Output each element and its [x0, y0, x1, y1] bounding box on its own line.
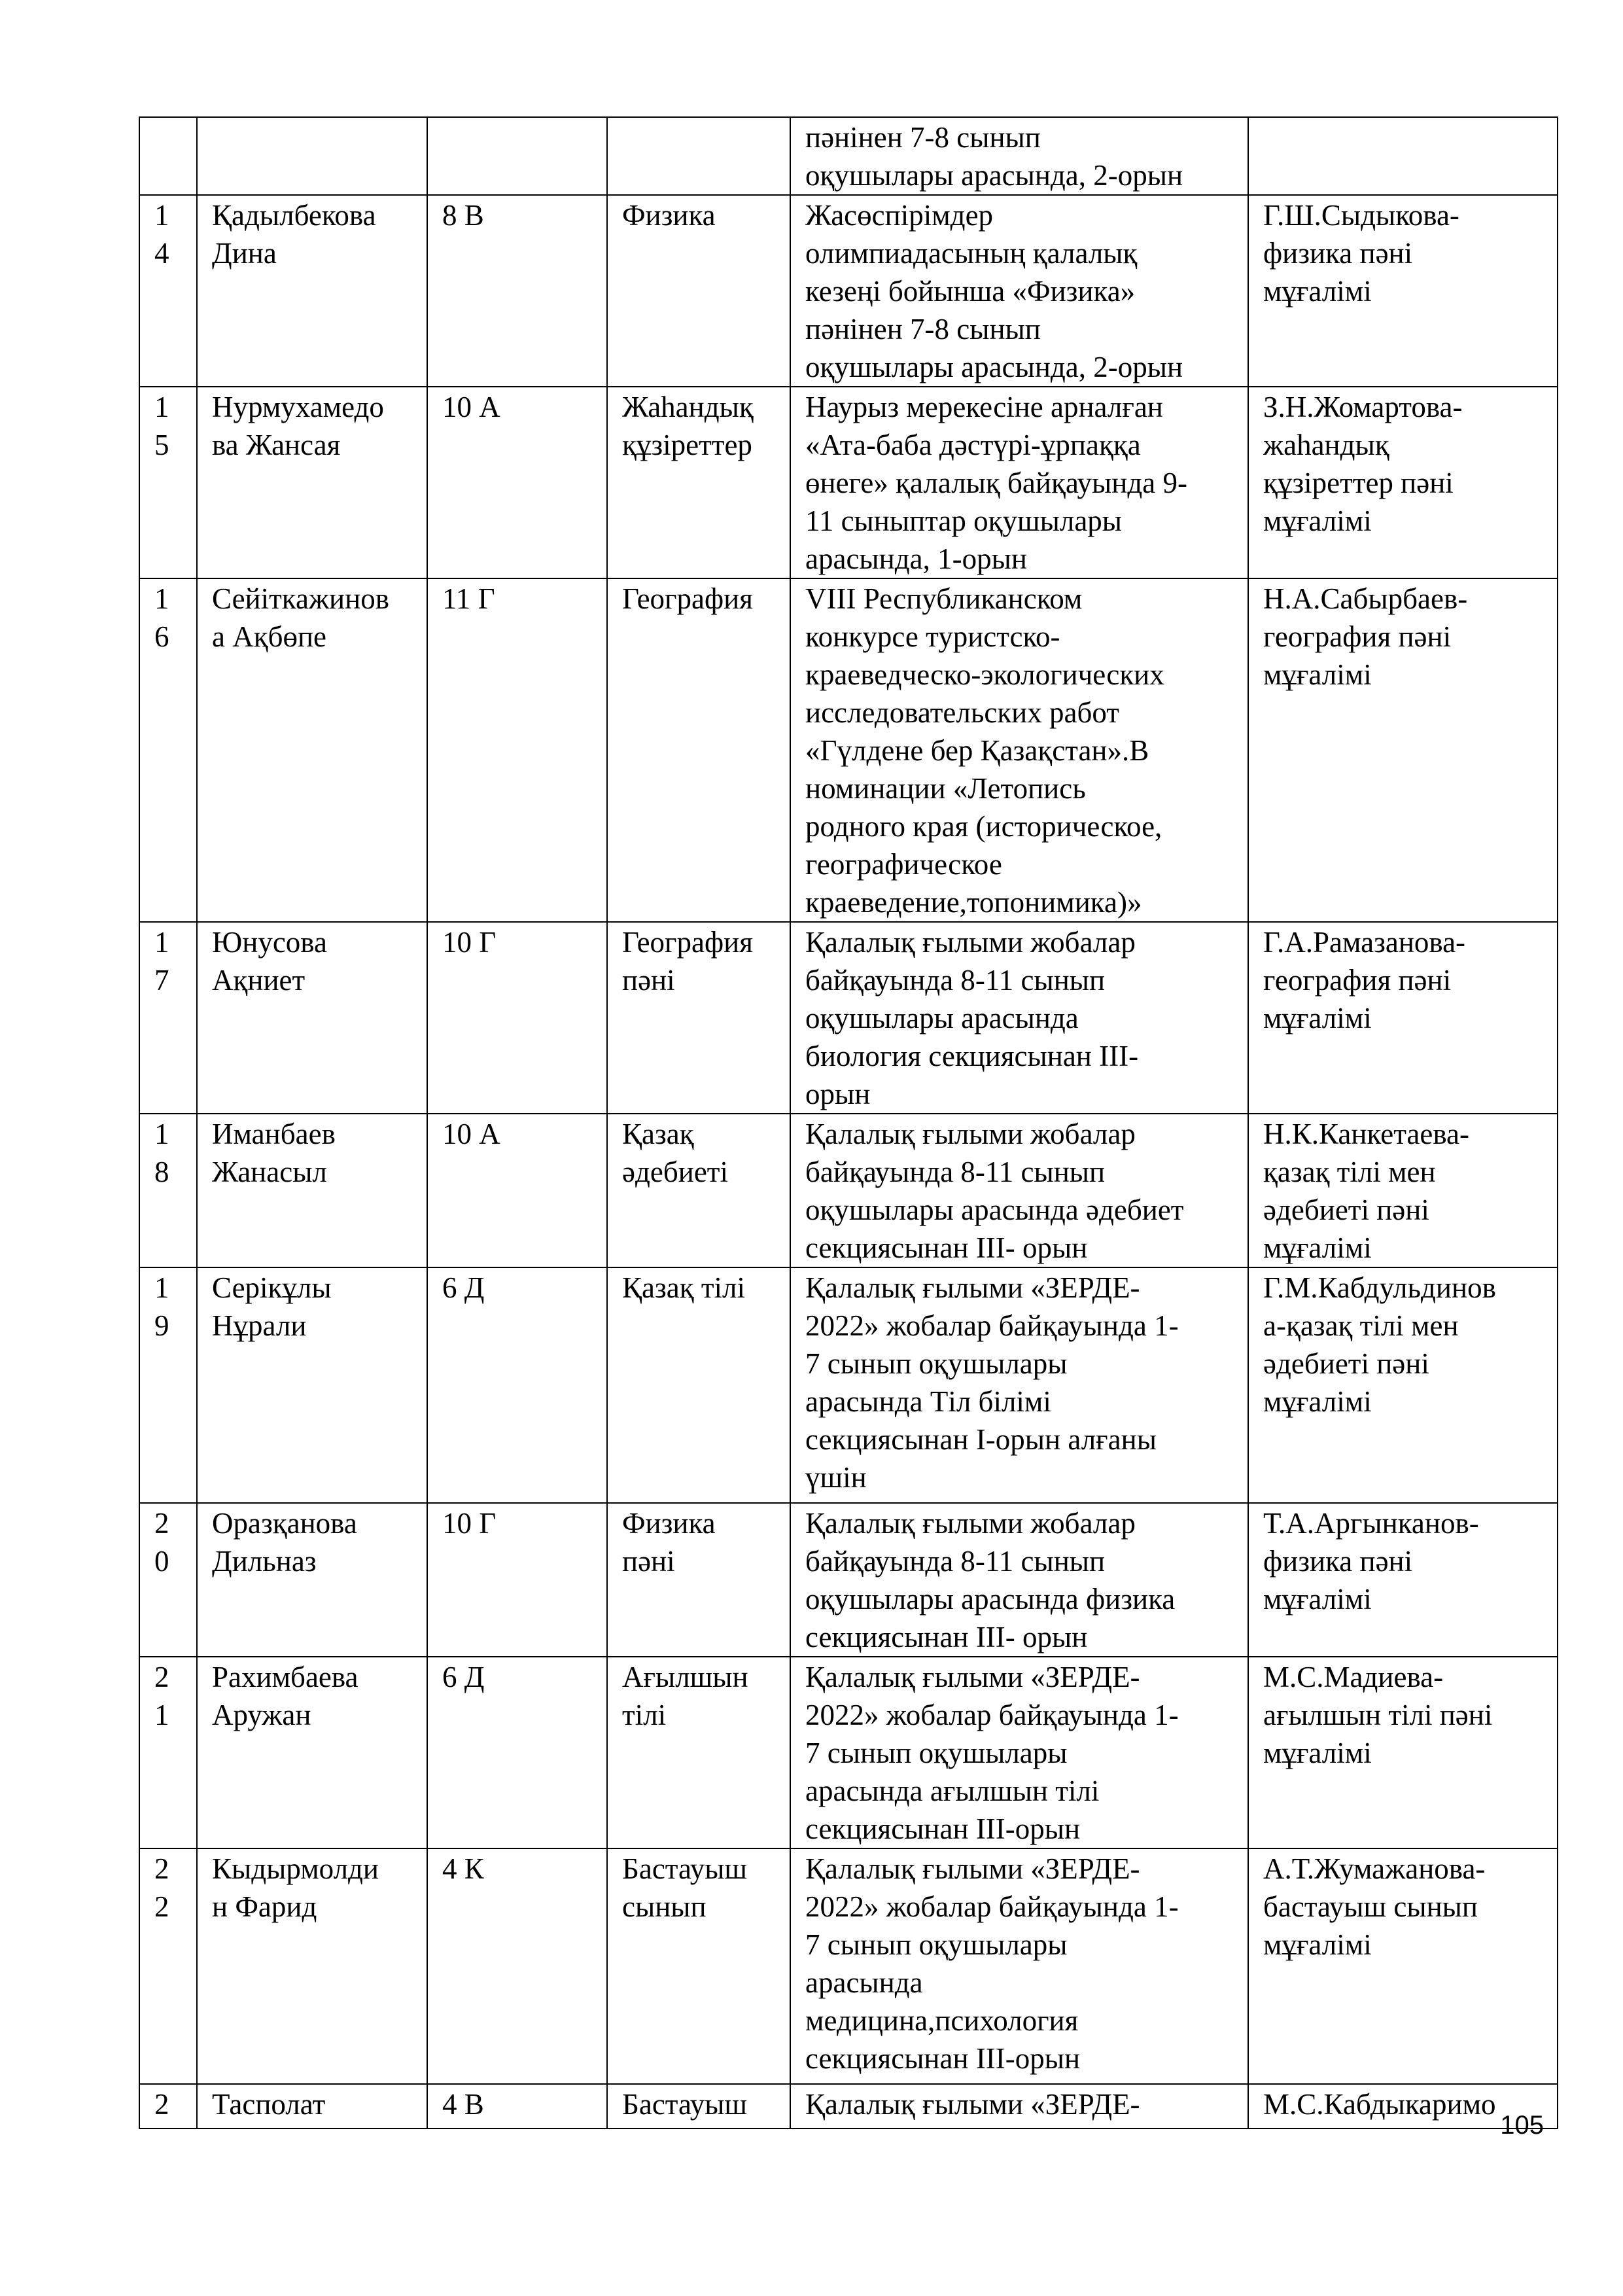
row-number [139, 117, 197, 195]
class-cell [427, 1114, 607, 1267]
class-cell-text: 10 А [442, 1118, 500, 1150]
student-name-cell-text: Кыдырмолди н Фарид [212, 1852, 379, 1923]
class-cell [427, 1657, 607, 1848]
teacher-cell [1248, 578, 1558, 922]
row-number [139, 1267, 197, 1503]
table-row [139, 922, 1558, 1114]
teacher-cell-text: Т.А.Аргынканов- физика пәні мұғалімі [1263, 1507, 1479, 1616]
teacher-cell-text: Г.Ш.Сыдыкова- физика пәні мұғалімі [1263, 199, 1459, 308]
student-name-cell [197, 1657, 427, 1848]
subject-cell-text: Бастауыш [622, 2088, 748, 2121]
subject-cell-text: Қазақ әдебиеті [622, 1118, 728, 1188]
teacher-cell-text: М.С.Мадиева- ағылшын тілі пәні мұғалімі [1263, 1661, 1493, 1769]
table-row [139, 578, 1558, 922]
achievement-cell-text: Қалалық ғылыми «ЗЕРДЕ- [805, 2088, 1140, 2121]
class-cell [427, 578, 607, 922]
teacher-cell [1248, 922, 1558, 1114]
student-name-cell-text: Рахимбаева Аружан [212, 1661, 358, 1731]
subject-cell [607, 2084, 790, 2128]
subject-cell-text: Физика пәні [622, 1507, 716, 1578]
table-row [139, 1503, 1558, 1657]
achievement-cell [790, 922, 1248, 1114]
student-name-cell-text: Қадылбекова Дина [212, 199, 376, 270]
row-number [139, 1657, 197, 1848]
student-name-cell [197, 1848, 427, 2084]
achievement-cell-text: пәнінен 7-8 сынып оқушылары арасында, 2-орын [805, 121, 1183, 192]
table-row [139, 1114, 1558, 1267]
achievement-cell [790, 1848, 1248, 2084]
table-row [139, 195, 1558, 387]
student-name-cell [197, 922, 427, 1114]
student-name-cell-text: Иманбаев Жанасыл [212, 1118, 336, 1188]
class-cell [427, 1267, 607, 1503]
subject-cell-text: География [622, 582, 753, 615]
student-name-cell-text: Оразқанова Дильназ [212, 1507, 357, 1578]
achievement-cell-text: VIII Республиканском конкурсе туристско- краеведческо-экологических исследовательских работ «Гүлдене бер Қазақстан».В номинации «Летопись родного края (историческое, географическое краеведение,топонимика)» [805, 582, 1164, 919]
achievement-cell-text: Наурыз мерекесіне арналған «Ата-баба дәстүрі-ұрпаққа өнеге» қалалық байқауында 9- 11 сыныптар оқушылары арасында, 1-орын [805, 391, 1187, 575]
row-number [139, 1503, 197, 1657]
subject-cell-text: География пәні [622, 926, 753, 997]
table-row [139, 387, 1558, 578]
teacher-cell [1248, 195, 1558, 387]
subject-cell-text: Жаһандық құзіреттер [622, 391, 754, 461]
row-number [139, 1114, 197, 1267]
subject-cell [607, 387, 790, 578]
class-cell-text: 8 В [442, 199, 484, 232]
achievement-cell-text: Қалалық ғылыми «ЗЕРДЕ- 2022» жобалар байқауында 1- 7 сынып оқушылары арасында Тіл білімі секциясынан І-орын алғаны үшін [805, 1271, 1179, 1494]
student-name-cell [197, 1114, 427, 1267]
row-number-text: 1 8 [154, 1118, 169, 1188]
row-number [139, 387, 197, 578]
student-name-cell-text: Юнусова Ақниет [212, 926, 327, 997]
class-cell-text: 10 Г [442, 926, 497, 959]
class-cell [427, 2084, 607, 2128]
row-number-text: 1 7 [154, 926, 169, 997]
subject-cell [607, 195, 790, 387]
teacher-cell [1248, 1267, 1558, 1503]
page-number: 105 [1500, 2111, 1544, 2140]
subject-cell [607, 1848, 790, 2084]
awards-table [139, 116, 1558, 2129]
subject-cell [607, 1267, 790, 1503]
table-row [139, 1848, 1558, 2084]
subject-cell [607, 1657, 790, 1848]
teacher-cell [1248, 1114, 1558, 1267]
row-number-text: 1 6 [154, 582, 169, 653]
teacher-cell-text: З.Н.Жомартова- жаһандық құзіреттер пәні мұғалімі [1263, 391, 1463, 537]
teacher-cell [1248, 1657, 1558, 1848]
achievement-cell [790, 1657, 1248, 1848]
teacher-cell-text: А.Т.Жумажанова- бастауыш сынып мұғалімі [1263, 1852, 1486, 1961]
class-cell [427, 117, 607, 195]
class-cell-text: 11 Г [442, 582, 495, 615]
teacher-cell [1248, 1503, 1558, 1657]
row-number-text: 1 9 [154, 1271, 169, 1342]
class-cell-text: 6 Д [442, 1271, 485, 1304]
class-cell-text: 10 А [442, 391, 500, 423]
student-name-cell [197, 387, 427, 578]
achievement-cell [790, 2084, 1248, 2128]
class-cell-text: 6 Д [442, 1661, 485, 1693]
subject-cell-text: Физика [622, 199, 716, 232]
student-name-cell-text: Нурмухамедо ва Жансая [212, 391, 384, 461]
subject-cell-text: Бастауыш сынып [622, 1852, 748, 1923]
subject-cell-text: Ағылшын тілі [622, 1661, 748, 1731]
student-name-cell [197, 1503, 427, 1657]
teacher-cell-text: Г.А.Рамазанова- география пәні мұғалімі [1263, 926, 1466, 1034]
teacher-cell-text: М.С.Кабдыкаримо [1263, 2088, 1496, 2121]
class-cell [427, 1503, 607, 1657]
achievement-cell-text: Жасөспірімдер олимпиадасының қалалық кезеңі бойынша «Физика» пәнінен 7-8 сынып оқушылары арасында, 2-орын [805, 199, 1183, 383]
row-number [139, 2084, 197, 2128]
subject-cell [607, 1503, 790, 1657]
class-cell-text: 4 В [442, 2088, 484, 2121]
class-cell [427, 195, 607, 387]
awards-table-body [139, 117, 1558, 2128]
achievement-cell [790, 1114, 1248, 1267]
row-number-text: 2 2 [154, 1852, 169, 1923]
achievement-cell-text: Қалалық ғылыми «ЗЕРДЕ- 2022» жобалар байқауында 1- 7 сынып оқушылары арасында ағылшын тілі секциясынан ІІІ-орын [805, 1661, 1179, 1845]
table-row [139, 1267, 1558, 1503]
subject-cell [607, 117, 790, 195]
teacher-cell [1248, 1848, 1558, 2084]
teacher-cell [1248, 387, 1558, 578]
subject-cell-text: Қазақ тілі [622, 1271, 745, 1304]
achievement-cell-text: Қалалық ғылыми жобалар байқауында 8-11 сынып оқушылары арасында әдебиет секциясынан ІІІ- орын [805, 1118, 1184, 1264]
row-number-text: 1 5 [154, 391, 169, 461]
subject-cell [607, 1114, 790, 1267]
class-cell [427, 922, 607, 1114]
class-cell-text: 4 К [442, 1852, 484, 1885]
student-name-cell-text: Серікұлы Нұрали [212, 1271, 332, 1342]
achievement-cell [790, 195, 1248, 387]
table-row [139, 117, 1558, 195]
achievement-cell [790, 1503, 1248, 1657]
row-number-text: 1 4 [154, 199, 169, 270]
student-name-cell-text: Тасполат [212, 2088, 326, 2121]
teacher-cell-text: Г.М.Кабдульдинов а-қазақ тілі мен әдебиеті пәні мұғалімі [1263, 1271, 1496, 1418]
subject-cell [607, 922, 790, 1114]
achievement-cell [790, 117, 1248, 195]
achievement-cell-text: Қалалық ғылыми жобалар байқауында 8-11 сынып оқушылары арасында биология секциясынан ІІІ- орын [805, 926, 1139, 1110]
row-number-text: 2 [154, 2088, 169, 2121]
student-name-cell [197, 1267, 427, 1503]
achievement-cell [790, 1267, 1248, 1503]
student-name-cell [197, 195, 427, 387]
class-cell-text: 10 Г [442, 1507, 497, 1540]
student-name-cell [197, 117, 427, 195]
table-row [139, 1657, 1558, 1848]
teacher-cell-text: Н.К.Канкетаева- қазақ тілі мен әдебиеті пәні мұғалімі [1263, 1118, 1469, 1264]
teacher-cell-text: Н.А.Сабырбаев- география пәні мұғалімі [1263, 582, 1468, 691]
student-name-cell [197, 2084, 427, 2128]
student-name-cell [197, 578, 427, 922]
achievement-cell [790, 387, 1248, 578]
row-number [139, 195, 197, 387]
row-number-text: 2 1 [154, 1661, 169, 1731]
row-number-text: 2 0 [154, 1507, 169, 1578]
achievement-cell-text: Қалалық ғылыми «ЗЕРДЕ- 2022» жобалар байқауында 1- 7 сынып оқушылары арасында медицина,психология секциясынан ІІІ-орын [805, 1852, 1179, 2075]
class-cell [427, 387, 607, 578]
subject-cell [607, 578, 790, 922]
achievement-cell-text: Қалалық ғылыми жобалар байқауында 8-11 сынып оқушылары арасында физика секциясынан ІІІ- орын [805, 1507, 1176, 1653]
teacher-cell [1248, 117, 1558, 195]
student-name-cell-text: Сейіткажинов а Ақбөпе [212, 582, 389, 653]
row-number [139, 1848, 197, 2084]
class-cell [427, 1848, 607, 2084]
row-number [139, 922, 197, 1114]
row-number [139, 578, 197, 922]
achievement-cell [790, 578, 1248, 922]
table-row [139, 2084, 1558, 2128]
